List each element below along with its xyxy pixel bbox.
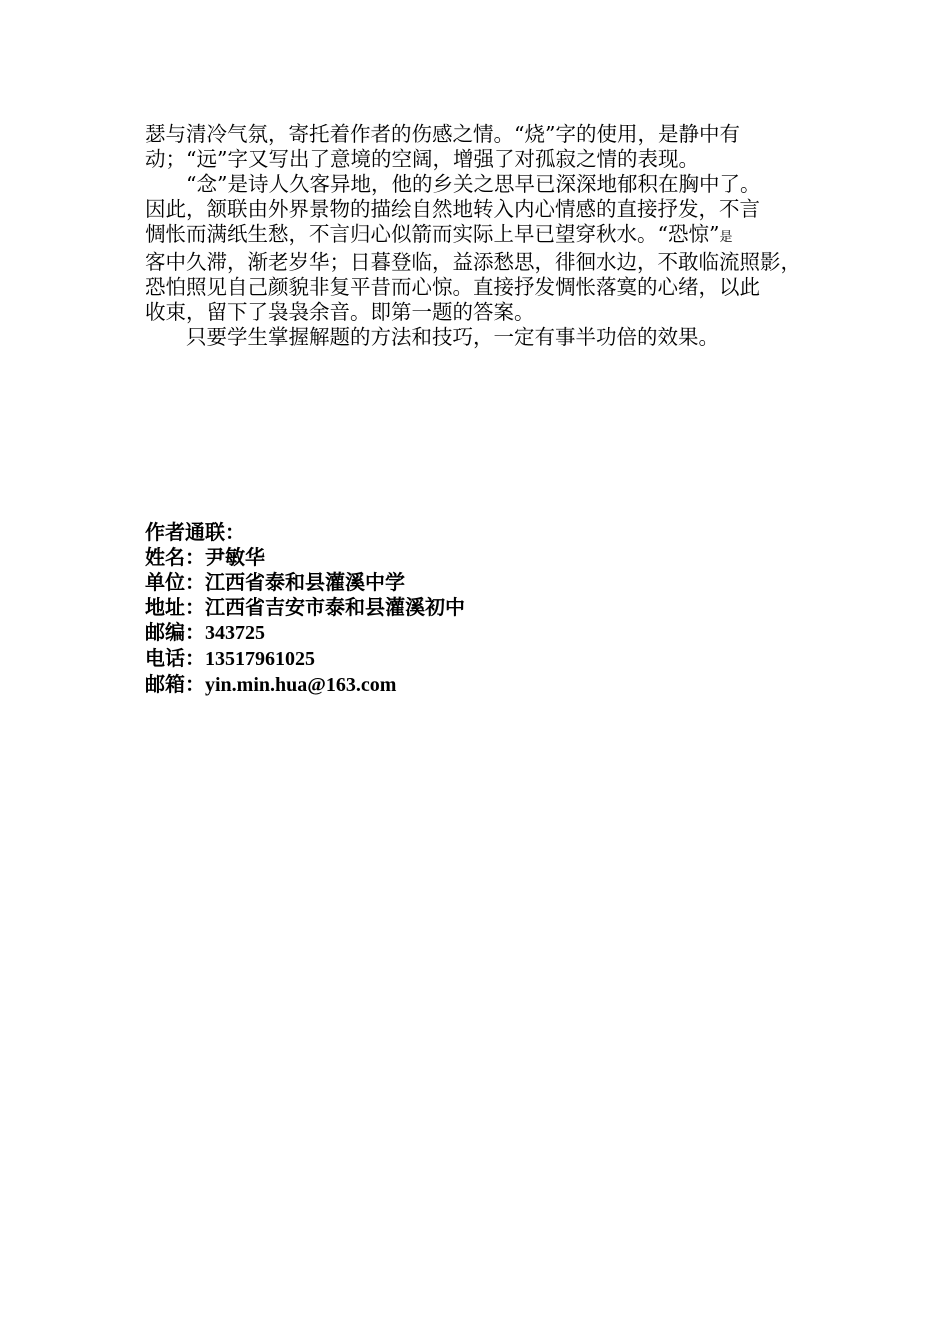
body-line-7: 恐怕照见自己颜貌非复平昔而心惊。直接抒发惆怅落寞的心绪，以此 xyxy=(145,275,760,299)
body-line-9: 只要学生掌握解题的方法和技巧，一定有事半功倍的效果。 xyxy=(145,325,719,349)
postcode-label: 邮编： xyxy=(145,620,205,644)
unit-label: 单位： xyxy=(145,570,205,594)
name-value: 尹敏华 xyxy=(205,545,265,569)
body-line-2: 动；“远”字又写出了意境的空阔，增强了对孤寂之情的表现。 xyxy=(145,147,699,171)
address-value: 江西省吉安市泰和县灌溪初中 xyxy=(205,595,465,619)
contact-email-row xyxy=(145,672,745,698)
phone-value: 13517961025 xyxy=(205,648,315,670)
contact-postcode-row xyxy=(145,620,745,646)
body-line-5-wrapper xyxy=(145,222,825,250)
body-line-8: 收束，留下了袅袅余音。即第一题的答案。 xyxy=(145,300,535,324)
contact-unit-row xyxy=(145,570,745,595)
body-line-5: 惆怅而满纸生愁，不言归心似箭而实际上早已望穿秋水。“恐惊” xyxy=(145,222,720,246)
contact-heading: 作者通联： xyxy=(145,520,245,544)
body-line-1: 瑟与清冷气氛，寄托着作者的伤感之情。“烧”字的使用，是静中有 xyxy=(145,122,740,146)
address-label: 地址： xyxy=(145,595,205,619)
contact-name-row xyxy=(145,545,745,570)
email-value[interactable]: yin.min.hua@163.com xyxy=(205,674,397,696)
contact-address-row xyxy=(145,595,745,620)
body-line-6: 客中久滞，渐老岁华；日暮登临，益添愁思，徘徊水边，不敢临流照影， xyxy=(145,250,801,274)
email-label: 邮箱： xyxy=(145,672,205,696)
author-contact-block xyxy=(145,520,745,698)
name-label: 姓名： xyxy=(145,545,205,569)
article-body xyxy=(145,122,825,350)
body-line-5-small-suffix: 是 xyxy=(719,230,733,245)
phone-label: 电话： xyxy=(145,646,205,670)
body-line-3: “念”是诗人久客异地，他的乡关之思早已深深地郁积在胸中了。 xyxy=(145,172,761,196)
body-line-4: 因此，颔联由外界景物的描绘自然地转入内心情感的直接抒发，不言 xyxy=(145,197,760,221)
postcode-value: 343725 xyxy=(205,622,265,644)
contact-phone-row xyxy=(145,646,745,672)
unit-value: 江西省泰和县灌溪中学 xyxy=(205,570,405,594)
